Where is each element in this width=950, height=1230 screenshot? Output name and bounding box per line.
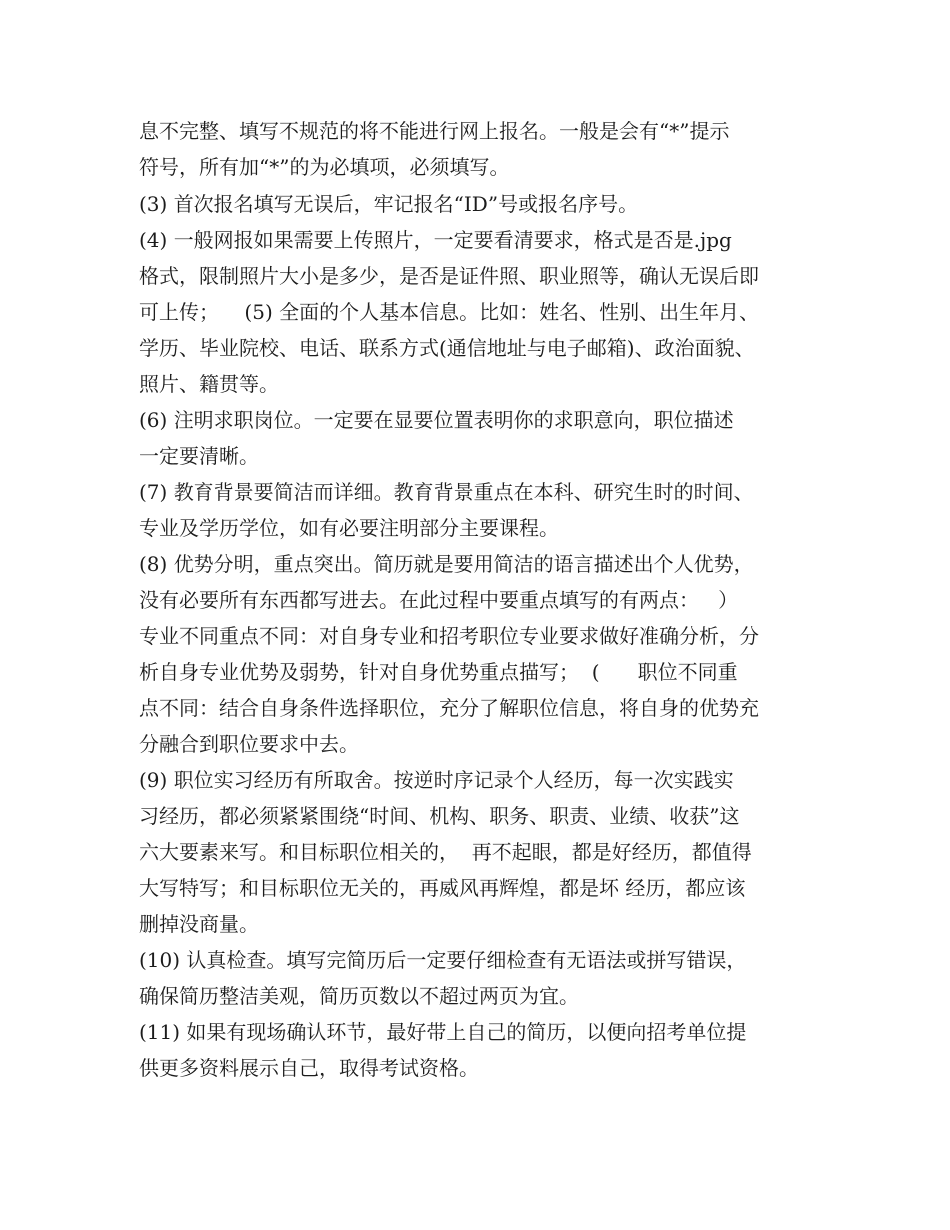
text-line: (8) 优势分明，重点突出。简历就是要用简洁的语言描述出个人优势， bbox=[139, 552, 754, 576]
text-line: (4) 一般网报如果需要上传照片，一定要看清要求，格式是否是.jpg bbox=[139, 228, 732, 252]
text-line: 学历、毕业院校、电话、联系方式(通信地址与电子邮箱)、政治面貌、 bbox=[139, 336, 755, 360]
text-line: 符号，所有加“*”的为必填项，必须填写。 bbox=[139, 155, 510, 179]
text-line: (9) 职位实习经历有所取舍。按逆时序记录个人经历，每一次实践实 bbox=[139, 768, 734, 792]
text-line: 专业及学历学位，如有必要注明部分主要课程。 bbox=[139, 516, 559, 540]
text-line: (10) 认真检查。填写完简历后一定要仔细检查有无语法或拼写错误， bbox=[139, 948, 747, 972]
text-line: 可上传； (5) 全面的个人基本信息。比如：姓名、性别、出生年月、 bbox=[139, 300, 760, 324]
text-line: 照片、籍贯等。 bbox=[139, 372, 279, 396]
text-line: 专业不同重点不同：对自身专业和招考职位专业要求做好准确分析，分 bbox=[139, 624, 759, 648]
text-line: 息不完整、填写不规范的将不能进行网上报名。一般是会有“*”提示 bbox=[139, 119, 730, 143]
text-line: 格式，限制照片大小是多少，是否是证件照、职业照等，确认无误后即 bbox=[139, 264, 759, 288]
text-line: (3) 首次报名填写无误后，牢记报名“ID”号或报名序号。 bbox=[139, 192, 639, 216]
text-line: 析自身专业优势及弱势，针对自身优势重点描写； ( 职位不同重 bbox=[139, 660, 738, 684]
text-line: (6) 注明求职岗位。一定要在显要位置表明你的求职意向，职位描述 bbox=[139, 408, 734, 432]
text-line: 确保简历整洁美观，简历页数以不超过两页为宜。 bbox=[139, 984, 579, 1008]
text-line: 分融合到职位要求中去。 bbox=[139, 732, 359, 756]
text-line: 点不同：结合自身条件选择职位，充分了解职位信息，将自身的优势充 bbox=[139, 696, 759, 720]
text-line: 习经历，都必须紧紧围绕“时间、机构、职务、职责、业绩、收获”这 bbox=[139, 804, 740, 828]
text-line: 删掉没商量。 bbox=[139, 912, 259, 936]
text-line: (7) 教育背景要简洁而详细。教育背景重点在本科、研究生时的时间、 bbox=[139, 480, 754, 504]
text-line: 大写特写；和目标职位无关的，再威风再辉煌，都是坏 经历，都应该 bbox=[139, 876, 746, 900]
text-line: 六大要素来写。和目标职位相关的， 再不起眼，都是好经历，都值得 bbox=[139, 840, 752, 864]
text-line: 一定要清晰。 bbox=[139, 444, 259, 468]
text-line: 没有必要所有东西都写进去。在此过程中要重点填写的有两点： ） bbox=[139, 588, 739, 612]
text-line: (11) 如果有现场确认环节，最好带上自己的简历，以便向招考单位提 bbox=[139, 1020, 747, 1044]
text-line: 供更多资料展示自己，取得考试资格。 bbox=[139, 1056, 479, 1080]
